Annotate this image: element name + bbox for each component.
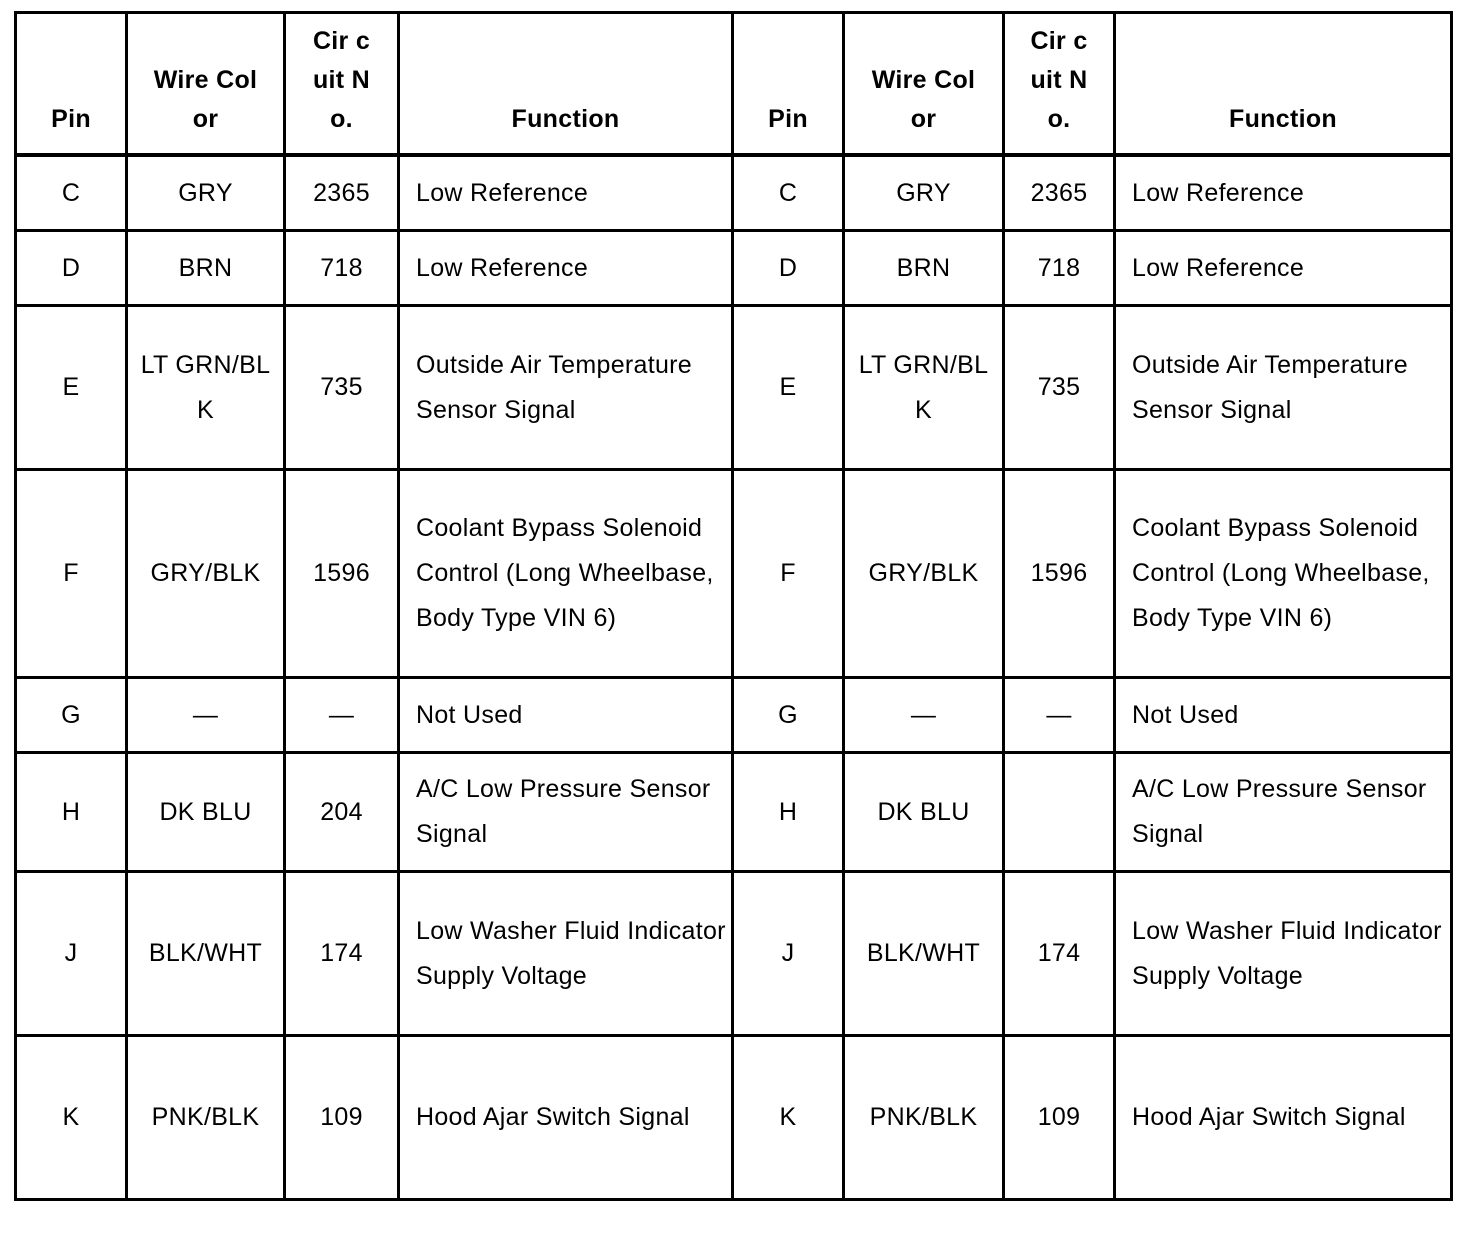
function-cell: Low Reference [399,231,733,306]
pin-cell: F [16,470,127,678]
pin-cell: J [16,872,127,1036]
circuit-cell: 109 [285,1036,399,1200]
function-cell: Outside Air Temperature Sensor Signal [399,306,733,470]
function-cell: Low Reference [1115,231,1452,306]
wire-color-cell: — [844,678,1004,753]
function-cell: A/C Low Pressure Sensor Signal [399,753,733,872]
wire-color-cell: DK BLU [844,753,1004,872]
header-wire-color: Wire Color [127,13,285,156]
pin-cell: G [733,678,844,753]
pin-cell: K [733,1036,844,1200]
wire-color-cell: BLK/WHT [844,872,1004,1036]
function-cell: Coolant Bypass Solenoid Control (Long Wheelbase, Body Type VIN 6) [399,470,733,678]
function-cell: A/C Low Pressure Sensor Signal [1115,753,1452,872]
function-cell: Low Reference [399,155,733,231]
header-row [16,13,1452,156]
function-cell: Hood Ajar Switch Signal [399,1036,733,1200]
circuit-cell: — [285,678,399,753]
function-cell: Not Used [1115,678,1452,753]
circuit-cell: 2365 [1004,155,1115,231]
function-cell: Low Washer Fluid Indicator Supply Voltage [399,872,733,1036]
connector-pin-table [14,11,1453,1201]
table-row [16,753,1452,872]
table-row [16,231,1452,306]
header-function: Function [1115,13,1452,156]
wire-color-cell: LT GRN/BLK [127,306,285,470]
table-row [16,678,1452,753]
circuit-cell: 109 [1004,1036,1115,1200]
wire-color-cell: BRN [844,231,1004,306]
pin-cell: D [16,231,127,306]
function-cell: Coolant Bypass Solenoid Control (Long Wheelbase, Body Type VIN 6) [1115,470,1452,678]
circuit-cell: 735 [1004,306,1115,470]
function-cell: Outside Air Temperature Sensor Signal [1115,306,1452,470]
pin-cell: E [733,306,844,470]
function-cell: Hood Ajar Switch Signal [1115,1036,1452,1200]
wire-color-cell: GRY [127,155,285,231]
wire-color-cell: DK BLU [127,753,285,872]
circuit-cell: 718 [285,231,399,306]
wire-color-cell: — [127,678,285,753]
header-circuit-no: Cir cuit No. [1004,13,1115,156]
header-pin: Pin [16,13,127,156]
circuit-cell: 1596 [285,470,399,678]
table-row [16,155,1452,231]
circuit-cell: 174 [285,872,399,1036]
pin-cell: C [733,155,844,231]
circuit-cell: 1596 [1004,470,1115,678]
wire-color-cell: GRY [844,155,1004,231]
table-row [16,306,1452,470]
circuit-cell: 718 [1004,231,1115,306]
pin-cell: C [16,155,127,231]
pin-cell: H [733,753,844,872]
header-pin: Pin [733,13,844,156]
circuit-cell: — [1004,678,1115,753]
header-wire-color: Wire Color [844,13,1004,156]
pin-cell: H [16,753,127,872]
wire-color-cell: PNK/BLK [127,1036,285,1200]
header-function: Function [399,13,733,156]
pin-cell: K [16,1036,127,1200]
circuit-cell: 735 [285,306,399,470]
wire-color-cell: GRY/BLK [844,470,1004,678]
wire-color-cell: LT GRN/BLK [844,306,1004,470]
circuit-cell: 2365 [285,155,399,231]
function-cell: Low Washer Fluid Indicator Supply Voltage [1115,872,1452,1036]
wire-color-cell: GRY/BLK [127,470,285,678]
pin-cell: J [733,872,844,1036]
header-circuit-no: Cir cuit No. [285,13,399,156]
pin-cell: D [733,231,844,306]
circuit-cell: 204 [285,753,399,872]
function-cell: Low Reference [1115,155,1452,231]
wire-color-cell: PNK/BLK [844,1036,1004,1200]
wire-color-cell: BRN [127,231,285,306]
circuit-cell [1004,753,1115,872]
wire-color-cell: BLK/WHT [127,872,285,1036]
table-row [16,470,1452,678]
pin-cell: E [16,306,127,470]
function-cell: Not Used [399,678,733,753]
pin-cell: F [733,470,844,678]
circuit-cell: 174 [1004,872,1115,1036]
table-row [16,872,1452,1036]
pin-cell: G [16,678,127,753]
table-row [16,1036,1452,1200]
